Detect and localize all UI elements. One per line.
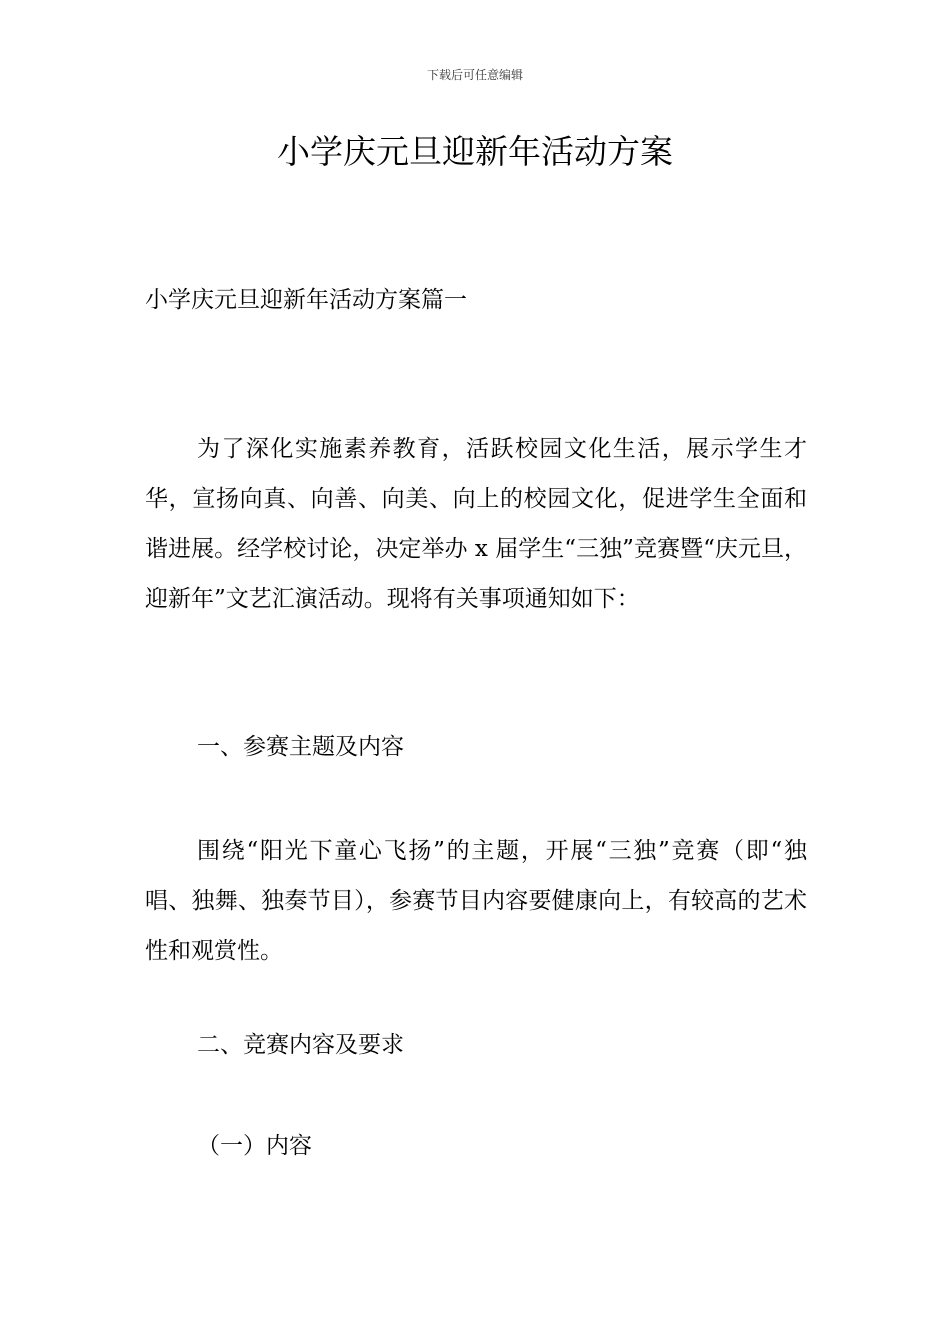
document-title: 小学庆元旦迎新年活动方案: [277, 132, 673, 171]
section-2-subheading: （一）内容: [197, 1133, 312, 1159]
intro-paragraph: 为了深化实施素养教育，活跃校园文化生活，展示学生才华，宣扬向真、向善、向美、向上的校园文化，促进学生全面和谐进展。经学校讨论，决定举办 x 届学生“三独”竞赛暨“庆元旦，迎新年”文艺汇演活动。现将有关事项通知如下：: [145, 436, 807, 612]
section-1-body: 围绕“阳光下童心飞扬”的主题，开展“三独”竞赛（即“独唱、独舞、独奏节目），参赛节目内容要健康向上，有较高的艺术性和观赏性。: [145, 838, 807, 964]
header-note: 下载后可任意编辑: [426, 68, 523, 82]
section-2-heading: 二、竞赛内容及要求: [197, 1032, 404, 1058]
document-subheading: 小学庆元旦迎新年活动方案篇一: [145, 287, 467, 313]
section-1-heading: 一、参赛主题及内容: [197, 734, 404, 760]
